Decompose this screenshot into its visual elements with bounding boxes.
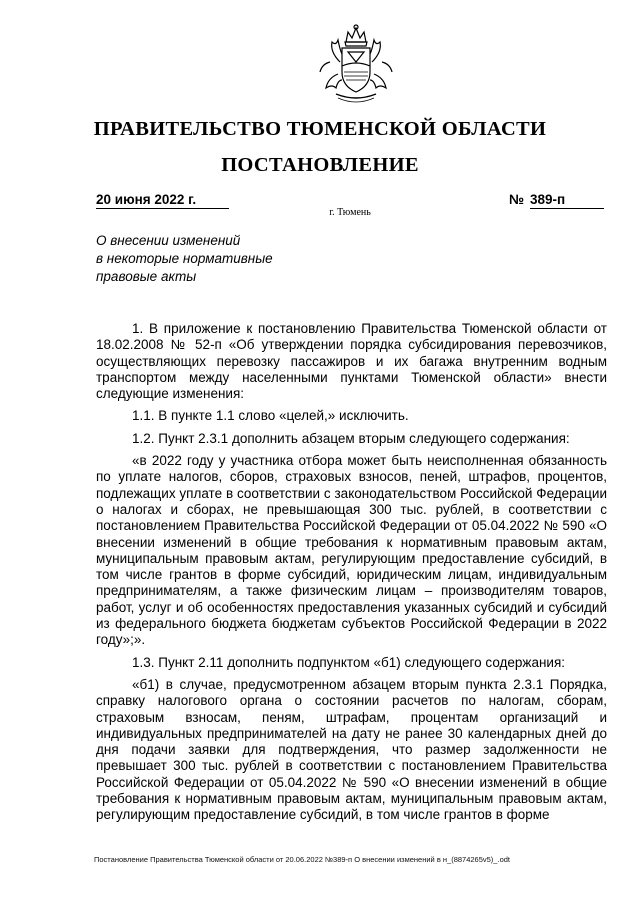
document-body [96, 321, 607, 830]
document-number: 389-п [530, 192, 604, 209]
document-subject [96, 232, 273, 286]
page-footer: Постановление Правительства Тюменской области от 20.06.2022 №389-п О внесении изменений в н_(8874265v5)_.odt [94, 855, 510, 864]
document-city: г. Тюмень [329, 207, 371, 218]
coat-of-arms-emblem [308, 22, 404, 106]
body-paragraph: 1.3. Пункт 2.11 дополнить подпунктом «б1) следующего содержания: [132, 654, 566, 670]
subject-line: правовые акты [96, 269, 197, 284]
document-date: 20 июня 2022 г. [96, 192, 229, 209]
document-number-sign: № [509, 192, 525, 207]
body-paragraph: 1. В приложение к постановлению Правительства Тюменской области от 18.02.2008 № 52-п «Об утверждении порядка субсидирования перевозчиков, осуществляющих перевозку пассажиров и их багажа внутренним водным транспортом между населенными пунктами Тюменской области» внести следующие изменения: [96, 321, 607, 402]
subject-line: О внесении изменений [96, 233, 241, 248]
body-paragraph: 1.1. В пункте 1.1 слово «целей,» исключить. [132, 408, 409, 424]
body-paragraph: «б1) в случае, предусмотренном абзацем вторым пункта 2.3.1 Порядка, справку налогового органа о состоянии расчетов по налогам, сборам, страховым взносам, пеням, штрафам, процентам организаций и индивидуальных предпринимателей на дату не ранее 30 календарных дней до дня подачи заявки для подтверждения, что размер задолженности не превышает 300 тыс. рублей в соответствии с постановлением Правительства Российской Федерации от 05.04.2022 № 590 «О внесении изменений в общие требования к нормативным правовым актам, муниципальным правовым актам, регулирующим предоставление субсидий, в том числе грантов в форме [96, 676, 607, 823]
document-type-title: ПОСТАНОВЛЕНИЕ [221, 154, 419, 176]
body-paragraph: «в 2022 году у участника отбора может быть неисполненная обязанность по уплате налогов, сборов, страховых взносов, пеней, штрафов, процентов, подлежащих уплате в соответствии с законодательством Российской Федерации о налогах и сборах, не превышающая 300 тыс. рублей, в соответствии с постановлением Правительства Российской Федерации от 05.04.2022 № 590 «О внесении изменений в общие требования к нормативным правовым актам, муниципальным правовым актам, регулирующим предоставление субсидий, в том числе грантов в форме субсидий, юридическим лицам, индивидуальным предпринимателям, а также физическим лицам – производителям товаров, работ, услуг и об особенностях предоставления указанных субсидий и субсидий из федерального бюджета бюджетам субъектов Российской Федерации в 2022 году»;». [96, 453, 607, 648]
government-title: ПРАВИТЕЛЬСТВО ТЮМЕНСКОЙ ОБЛАСТИ [93, 118, 547, 140]
body-paragraph: 1.2. Пункт 2.3.1 дополнить абзацем вторым следующего содержания: [132, 430, 570, 446]
subject-line: в некоторые нормативные [96, 251, 273, 266]
